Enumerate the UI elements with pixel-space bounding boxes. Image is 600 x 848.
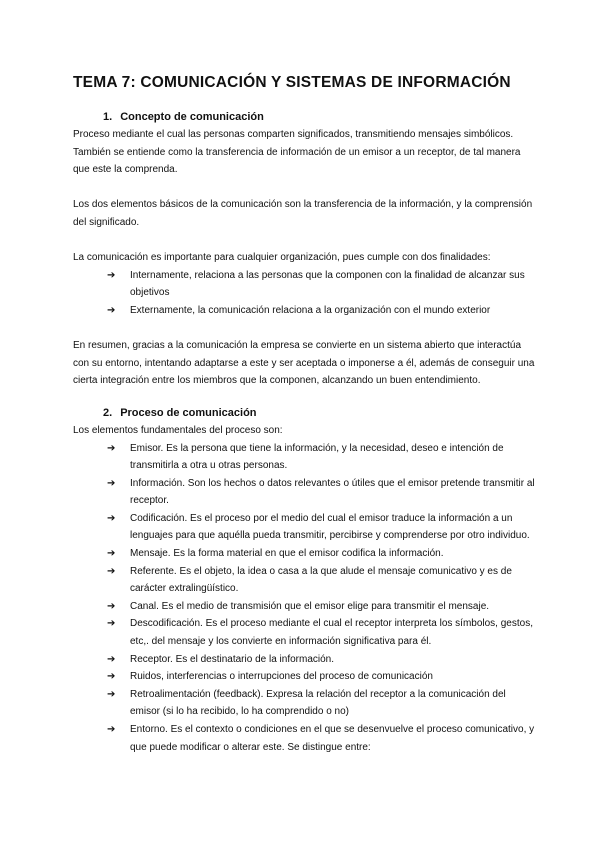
arrow-bullet-icon: ➔: [107, 565, 116, 577]
arrow-bullet-icon: ➔: [107, 618, 116, 630]
section-2-heading: [103, 404, 535, 422]
section-number: 2.: [103, 406, 113, 419]
list-item-text: Retroalimentación (feedback). Expresa la relación del receptor a la comunicación del emisor (si lo ha recibido, lo ha comprendido o no): [130, 688, 506, 718]
list-item: [107, 545, 535, 563]
list-item: [107, 721, 535, 756]
list-item-text: Información. Son los hechos o datos relevantes o útiles que el emisor pretende transmitir al receptor.: [130, 477, 535, 507]
bullet-list: [73, 440, 535, 757]
list-item: [107, 651, 535, 669]
list-item-text: Receptor. Es el destinatario de la información.: [130, 653, 334, 665]
list-item: [107, 440, 535, 475]
list-item: [107, 686, 535, 721]
section-heading-text: Proceso de comunicación: [120, 406, 257, 419]
section-heading-text: Concepto de comunicación: [120, 111, 264, 123]
list-item-text: Entorno. Es el contexto o condiciones en el que se desenvuelve el proceso comunicativo, y que puede modificar o alterar este. Se distingue entre:: [130, 724, 535, 753]
arrow-bullet-icon: ➔: [107, 269, 116, 281]
arrow-bullet-icon: ➔: [107, 671, 116, 683]
bullet-list: [73, 267, 535, 320]
arrow-bullet-icon: ➔: [107, 600, 116, 612]
section-number: 1.: [103, 111, 113, 123]
list-item: [107, 510, 535, 545]
arrow-bullet-icon: ➔: [107, 304, 116, 316]
arrow-bullet-icon: ➔: [107, 512, 116, 524]
list-item-text: Codificación. Es el proceso por el medio del cual el emisor traduce la información a un lenguajes para que aquélla pueda transmitir, percibirse y comprenderse por otro individuo.: [130, 512, 530, 542]
list-item-text: Internamente, relaciona a las personas que la componen con la finalidad de alcanzar sus objetivos: [130, 269, 525, 299]
list-item-text: Referente. Es el objeto, la idea o casa a la que alude el mensaje comunicativo y es de carácter extralingüístico.: [130, 565, 512, 595]
document-title: TEMA 7: COMUNICACIÓN Y SISTEMAS DE INFORMACIÓN: [73, 74, 511, 91]
list-item: [107, 267, 535, 302]
list-item: [107, 668, 535, 686]
list-item-text: Descodificación. Es el proceso mediante el cual el receptor interpreta los símbolos, gestos, etc,. del mensaje y los convierte en información significativa para él.: [130, 618, 533, 648]
list-item: [107, 563, 535, 598]
list-item: [107, 475, 535, 510]
paragraph: Proceso mediante el cual las personas comparten significados, transmitiendo mensajes simbólicos. También se entiende como la transferencia de información de un emisor a un receptor, de tal manera que este la comprenda.: [73, 129, 521, 176]
list-item: [107, 598, 535, 616]
list-item-text: Externamente, la comunicación relaciona a la organización con el mundo exterior: [130, 304, 491, 316]
document-page: [73, 72, 535, 756]
paragraph: La comunicación es importante para cualquier organización, pues cumple con dos finalidades:: [73, 252, 491, 264]
section-1-heading: [103, 108, 535, 126]
paragraph: En resumen, gracias a la comunicación la empresa se convierte en un sistema abierto que interactúa con su entorno, intentando adaptarse a este y ser aceptada o imponerse a él, además de conseguir una cierta integración entre los miembros que la componen, alcanzando un buen entendimiento.: [73, 340, 535, 387]
arrow-bullet-icon: ➔: [107, 653, 116, 665]
arrow-bullet-icon: ➔: [107, 688, 116, 700]
arrow-bullet-icon: ➔: [107, 724, 116, 735]
list-item-text: Canal. Es el medio de transmisión que el emisor elige para transmitir el mensaje.: [130, 600, 490, 612]
list-item-text: Emisor. Es la persona que tiene la información, y la necesidad, deseo e intención de transmitirla a otra u otras personas.: [130, 442, 504, 472]
list-item-text: Ruidos, interferencias o interrupciones del proceso de comunicación: [130, 671, 433, 683]
arrow-bullet-icon: ➔: [107, 442, 116, 454]
arrow-bullet-icon: ➔: [107, 548, 116, 560]
arrow-bullet-icon: ➔: [107, 477, 116, 489]
paragraph: Los elementos fundamentales del proceso son:: [73, 424, 283, 436]
paragraph: Los dos elementos básicos de la comunicación son la transferencia de la información, y la comprensión del significado.: [73, 199, 533, 228]
list-item: [107, 615, 535, 650]
list-item: [107, 302, 535, 320]
list-item-text: Mensaje. Es la forma material en que el emisor codifica la información.: [130, 548, 444, 560]
